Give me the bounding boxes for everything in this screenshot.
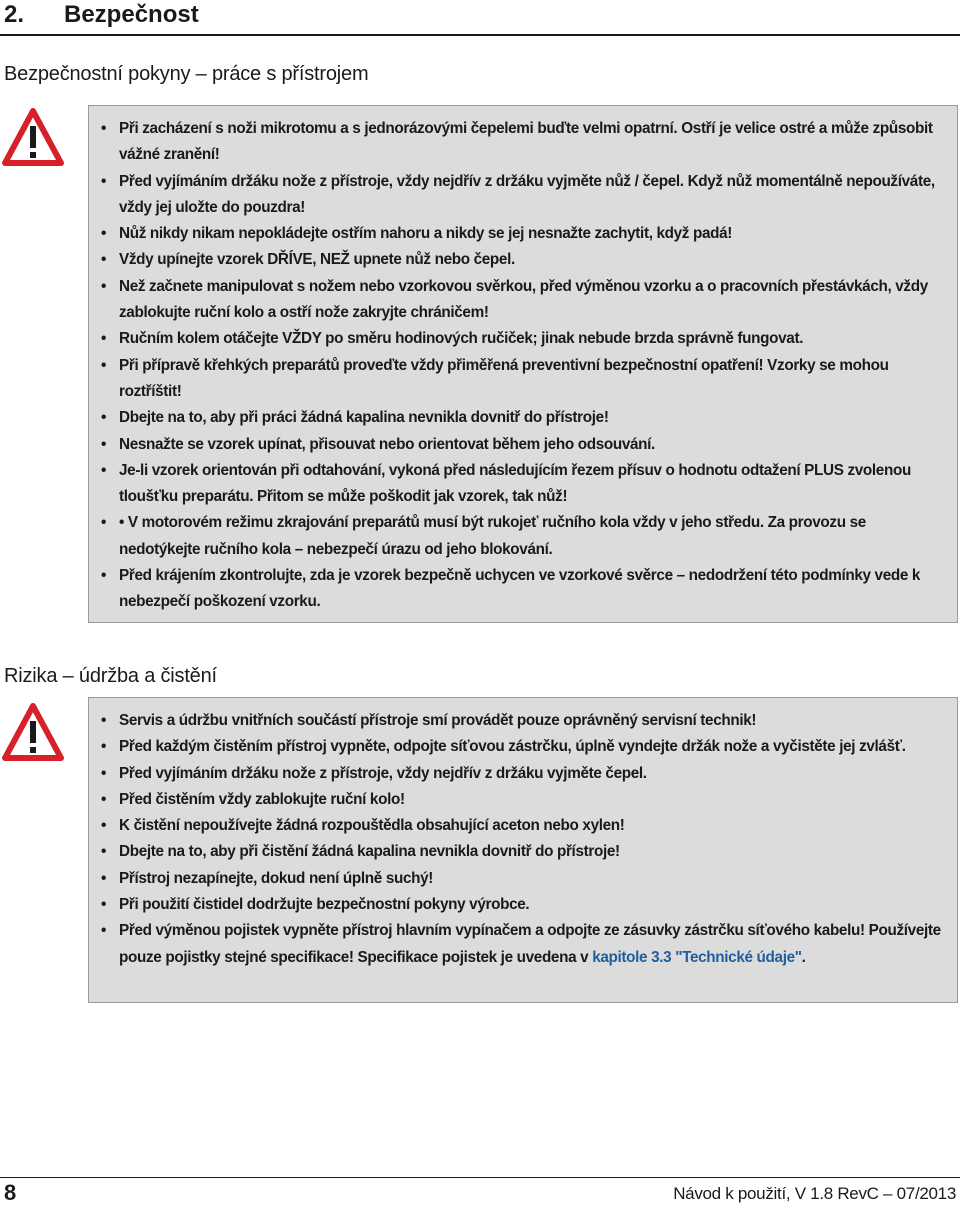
warning-triangle-icon [2,703,64,761]
maintenance-notes-box [88,697,958,1003]
list-item: • Dbejte na to, aby při čistění žádná kapalina nevnikla dovnitř do přístroje! [119,839,947,865]
list-item: • Před krájením zkontrolujte, zda je vzorek bezpečně uchycen ve vzorkové svěrce – nedodržení této podmínky vede k nebezpečí poškození vzorku. [119,563,947,616]
list-item: • Před každým čistěním přístroj vypněte, odpojte síťovou zástrčku, úplně vyndejte držák nože a vyčistěte jej zvlášť. [119,734,947,760]
warning-triangle-icon [2,108,64,166]
list-item: • Před vyjímáním držáku nože z přístroje, vždy nejdřív z držáku vyjměte nůž / čepel. Když nůž momentálně nepoužíváte, vždy jej uložte do pouzdra! [119,169,947,222]
page-number: 8 [4,1180,17,1205]
list-item: • Před čistěním vždy zablokujte ruční kolo! [119,787,947,813]
list-item: • K čistění nepoužívejte žádná rozpouštědla obsahující aceton nebo xylen! [119,813,947,839]
list-item: • • V motorovém režimu zkrajování preparátů musí být rukojeť ručního kola vždy v jeho středu. Za provozu se nedotýkejte ručního kola – nebezpečí úrazu od jeho blokování. [119,510,947,563]
list-item: • Vždy upínejte vzorek DŘÍVE, NEŽ upnete nůž nebo čepel. [119,247,947,273]
chapter-header [0,0,960,36]
footer-divider [0,1177,960,1178]
safety-notes-box [88,105,958,623]
list-item: • Nesnažte se vzorek upínat, přisouvat nebo orientovat během jeho odsouvání. [119,432,947,458]
section-heading-operation: Bezpečnostní pokyny – práce s přístrojem [4,63,369,85]
list-item: • Dbejte na to, aby při práci žádná kapalina nevnikla dovnitř do přístroje! [119,405,947,431]
maintenance-last-note [119,918,947,971]
chapter-title: Bezpečnost [64,1,199,28]
list-item: • Servis a údržbu vnitřních součástí přístroje smí provádět pouze oprávněný servisní technik! [119,708,947,734]
list-item: • Při použití čistidel dodržujte bezpečnostní pokyny výrobce. [119,892,947,918]
list-item: • Při zacházení s noži mikrotomu a s jednorázovými čepelemi buďte velmi opatrní. Ostří je velice ostré a může způsobit vážné zranění! [119,116,947,169]
list-item: • Přístroj nezapínejte, dokud není úplně suchý! [119,866,947,892]
chapter-link[interactable]: kapitole 3.3 "Technické údaje" [592,948,802,966]
list-item: • Je-li vzorek orientován při odtahování, vykoná před následujícím řezem přísuv o hodnotu odtažení PLUS zvolenou tloušťku preparátu. Přitom se může poškodit jak vzorek, tak nůž! [119,458,947,511]
list-item: • Nůž nikdy nikam nepokládejte ostřím nahoru a nikdy se jej nesnažte zachytit, když padá! [119,221,947,247]
list-item: • Před vyjímáním držáku nože z přístroje, vždy nejdřív z držáku vyjměte čepel. [119,761,947,787]
list-item: • Při přípravě křehkých preparátů proveďte vždy přiměřená preventivní bezpečnostní opatření! Vzorky se mohou roztříštit! [119,353,947,406]
chapter-number: 2. [4,1,25,28]
list-item: • Před výměnou pojistek vypněte přístroj hlavním vypínačem a odpojte ze zásuvky zástrčku síťového kabelu! Používejte pouze pojistky stejné specifikace! Specifikace pojistek je uvedena v kapitole 3.3 "Technické údaje". [119,918,947,971]
list-item: • Ručním kolem otáčejte VŽDY po směru hodinových ručiček; jinak nebude brzda správně fungovat. [119,326,947,352]
section-heading-maintenance: Rizika – údržba a čistění [4,665,217,687]
document-info: Návod k použití, V 1.8 RevC – 07/2013 [673,1184,956,1203]
list-item: • Než začnete manipulovat s nožem nebo vzorkovou svěrkou, před výměnou vzorku a o pracovních přestávkách, vždy zablokujte ruční kolo a ostří nože zakryjte chráničem! [119,274,947,327]
maintenance-notes-list [119,708,947,918]
safety-notes-list [119,116,947,616]
